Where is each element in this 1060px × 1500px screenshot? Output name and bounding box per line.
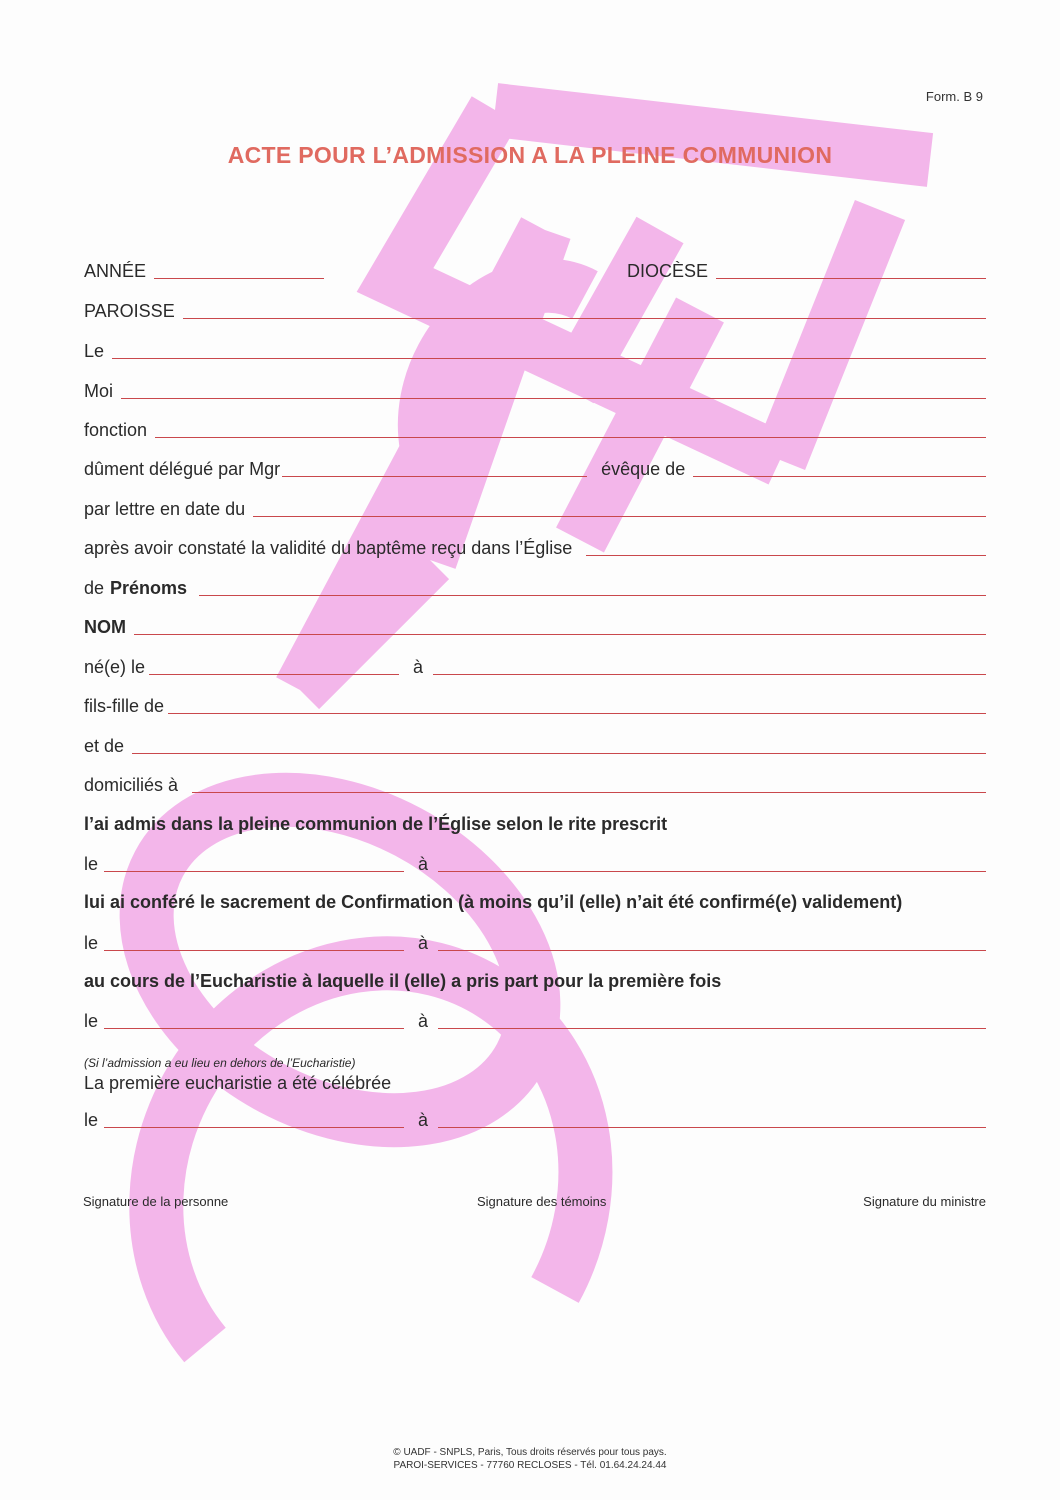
statement-eucharistie: au cours de l’Eucharistie à laquelle il (elle) a pris part pour la première fois: [84, 971, 722, 991]
label-a: à: [418, 854, 429, 874]
label-diocese: DIOCÈSE: [626, 261, 708, 281]
label-fonction: fonction: [84, 420, 148, 440]
row-le: [84, 338, 986, 362]
row-domicilies: [84, 772, 986, 796]
field-confirmation-lieu[interactable]: [438, 950, 986, 951]
row-nom: [84, 614, 986, 638]
row-bapteme: [84, 535, 986, 559]
field-paroisse[interactable]: [183, 318, 986, 319]
field-lettre[interactable]: [253, 516, 986, 517]
row-paroisse: [84, 298, 986, 322]
signature-ministre: Signature du ministre: [863, 1194, 986, 1209]
row-lettre: [84, 496, 986, 520]
form-reference: Form. B 9: [925, 89, 983, 104]
label-bapteme: après avoir constaté la validité du baptême reçu dans l’Église: [84, 538, 573, 558]
row-eucharistie-date: [84, 1008, 986, 1032]
label-domicilies: domiciliés à: [84, 775, 179, 795]
footer-address: PAROI-SERVICES - 77760 RECLOSES - Tél. 01.64.24.24.44: [393, 1460, 667, 1471]
field-parent-2[interactable]: [132, 753, 986, 754]
field-mgr[interactable]: [282, 476, 587, 477]
field-domicile[interactable]: [192, 792, 986, 793]
form-title: ACTE POUR L’ADMISSION A LA PLEINE COMMUNION: [227, 142, 833, 168]
label-et-de: et de: [84, 736, 125, 756]
label-annee: ANNÉE: [84, 261, 147, 281]
row-moi: [84, 378, 986, 402]
row-annee-diocese: [84, 258, 986, 282]
row-fonction: [84, 417, 986, 441]
field-eglise[interactable]: [586, 555, 986, 556]
label-nom: NOM: [84, 617, 126, 637]
label-le: le: [84, 933, 99, 953]
footer-copyright: © UADF - SNPLS, Paris, Tous droits réservés pour tous pays.: [393, 1447, 667, 1458]
row-naissance: [84, 654, 986, 678]
label-le: Le: [84, 341, 105, 361]
field-moi[interactable]: [121, 398, 986, 399]
field-premiere-date[interactable]: [104, 1127, 404, 1128]
label-fils-fille: fils-fille de: [84, 696, 165, 716]
row-confirmation-date: [84, 930, 986, 954]
field-premiere-lieu[interactable]: [438, 1127, 986, 1128]
row-delegue: [84, 456, 986, 480]
row-fils-fille: [84, 693, 986, 717]
signature-personne: Signature de la personne: [83, 1194, 229, 1209]
label-le: le: [84, 1110, 99, 1130]
label-a: à: [418, 1110, 429, 1130]
footer: [0, 1446, 1060, 1472]
field-prenoms[interactable]: [199, 595, 986, 596]
label-a: à: [418, 1011, 429, 1031]
label-le: le: [84, 854, 99, 874]
field-admis-date[interactable]: [104, 871, 404, 872]
field-diocese[interactable]: [716, 278, 986, 279]
statement-admis: l’ai admis dans la pleine communion de l’Église selon le rite prescrit: [84, 814, 668, 834]
field-le[interactable]: [112, 358, 986, 359]
field-date-naissance[interactable]: [149, 674, 399, 675]
note-hors-eucharistie: (Si l’admission a eu lieu en dehors de l’Eucharistie): [84, 1056, 356, 1070]
field-parent-1[interactable]: [168, 713, 986, 714]
row-et-de: [84, 733, 986, 757]
field-fonction[interactable]: [155, 437, 986, 438]
statement-confirmation: lui ai conféré le sacrement de Confirmation (à moins qu’il (elle) n’ait été confirmé(e) validement): [84, 892, 903, 912]
label-le: le: [84, 1011, 99, 1031]
field-eucharistie-lieu[interactable]: [438, 1028, 986, 1029]
label-prenoms: Prénoms: [110, 578, 188, 598]
row-premiere-date: [84, 1107, 986, 1131]
label-ne-le: né(e) le: [84, 657, 146, 677]
statement-premiere-eucharistie: La première eucharistie a été célébrée: [84, 1073, 392, 1093]
label-paroisse: PAROISSE: [84, 301, 175, 321]
field-admis-lieu[interactable]: [438, 871, 986, 872]
field-eveque[interactable]: [693, 476, 986, 477]
field-nom[interactable]: [134, 634, 986, 635]
field-lieu-naissance[interactable]: [433, 674, 986, 675]
signature-temoins: Signature des témoins: [477, 1194, 607, 1209]
label-eveque: évêque de: [601, 459, 686, 479]
label-a: à: [413, 657, 424, 677]
row-prenoms: [84, 575, 986, 599]
label-lettre: par lettre en date du: [84, 499, 246, 519]
label-delegue: dûment délégué par Mgr: [84, 459, 281, 479]
label-a: à: [418, 933, 429, 953]
row-admis-date: [84, 851, 986, 875]
field-eucharistie-date[interactable]: [104, 1028, 404, 1029]
field-confirmation-date[interactable]: [104, 950, 404, 951]
label-de: de: [84, 578, 105, 598]
field-annee[interactable]: [154, 278, 324, 279]
label-moi: Moi: [84, 381, 114, 401]
